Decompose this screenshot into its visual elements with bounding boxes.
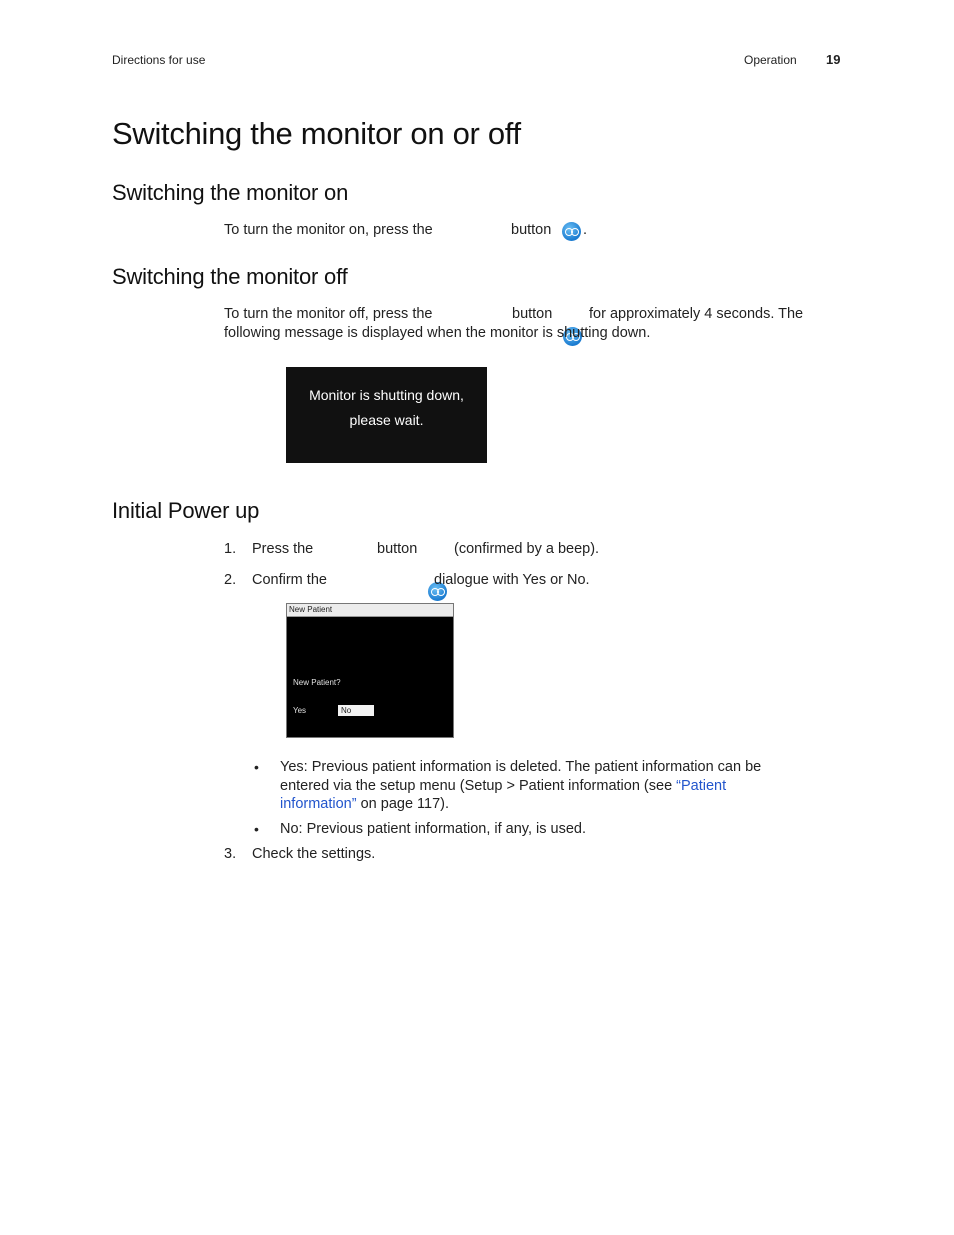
bullet1-line2-text: entered via the setup menu (Setup > Patient information (see [280,778,673,794]
step1-number: 1. [224,541,237,557]
heading-initial-power-up: Initial Power up [112,498,260,523]
patient-information-link[interactable]: “Patient [676,778,727,794]
bullet1-line3 [280,795,449,814]
step1-text-b: button [377,541,418,557]
step3-text: Check the settings. [252,846,376,862]
running-header-left: Directions for use [112,53,206,67]
shutdown-message-screen [286,367,487,463]
bullet1-line3-text: on page 117). [360,796,450,812]
running-header-section: Operation [744,53,797,67]
step2-number: 2. [224,572,237,588]
bullet1-line2 [280,777,726,796]
step3-number: 3. [224,846,237,862]
switch-on-text-b: button [511,222,552,238]
bullet1-line1: Yes: Previous patient information is deleted. The patient information can be [280,759,762,775]
switch-on-text-c: . [583,222,588,238]
step2-text-b: dialogue with Yes or No. [434,572,590,588]
patient-information-link-cont[interactable]: information” [280,796,357,812]
new-patient-dialog-screenshot [286,603,454,738]
switch-off-text-b: button [512,306,553,322]
power-button-icon [562,222,581,241]
switch-off-text-line2: following message is displayed when the monitor is shutting down. [224,325,651,341]
step1-text-a: Press the [252,541,314,557]
page-number: 19 [826,52,841,67]
heading-switching-off: Switching the monitor off [112,264,348,289]
dialog-question: New Patient? [293,678,341,687]
dialog-title: New Patient [287,604,453,617]
heading-switching-on: Switching the monitor on [112,180,349,205]
dialog-no-option: No [338,705,374,716]
page-title: Switching the monitor on or off [112,116,521,151]
switch-off-text-a: To turn the monitor off, press the [224,306,433,322]
dialog-yes-option: Yes [293,706,307,715]
step2-text-a: Confirm the [252,572,327,588]
shutdown-message-line2: please wait. [349,412,424,428]
shutdown-message-line1: Monitor is shutting down, [309,387,464,403]
bullet-marker: • [254,821,259,837]
switch-on-text-a: To turn the monitor on, press the [224,222,433,238]
switch-off-text-c: for approximately 4 seconds. The [589,306,804,322]
bullet2-text: No: Previous patient information, if any, is used. [280,821,586,837]
bullet-marker: • [254,759,259,775]
step1-text-c: (confirmed by a beep). [454,541,600,557]
